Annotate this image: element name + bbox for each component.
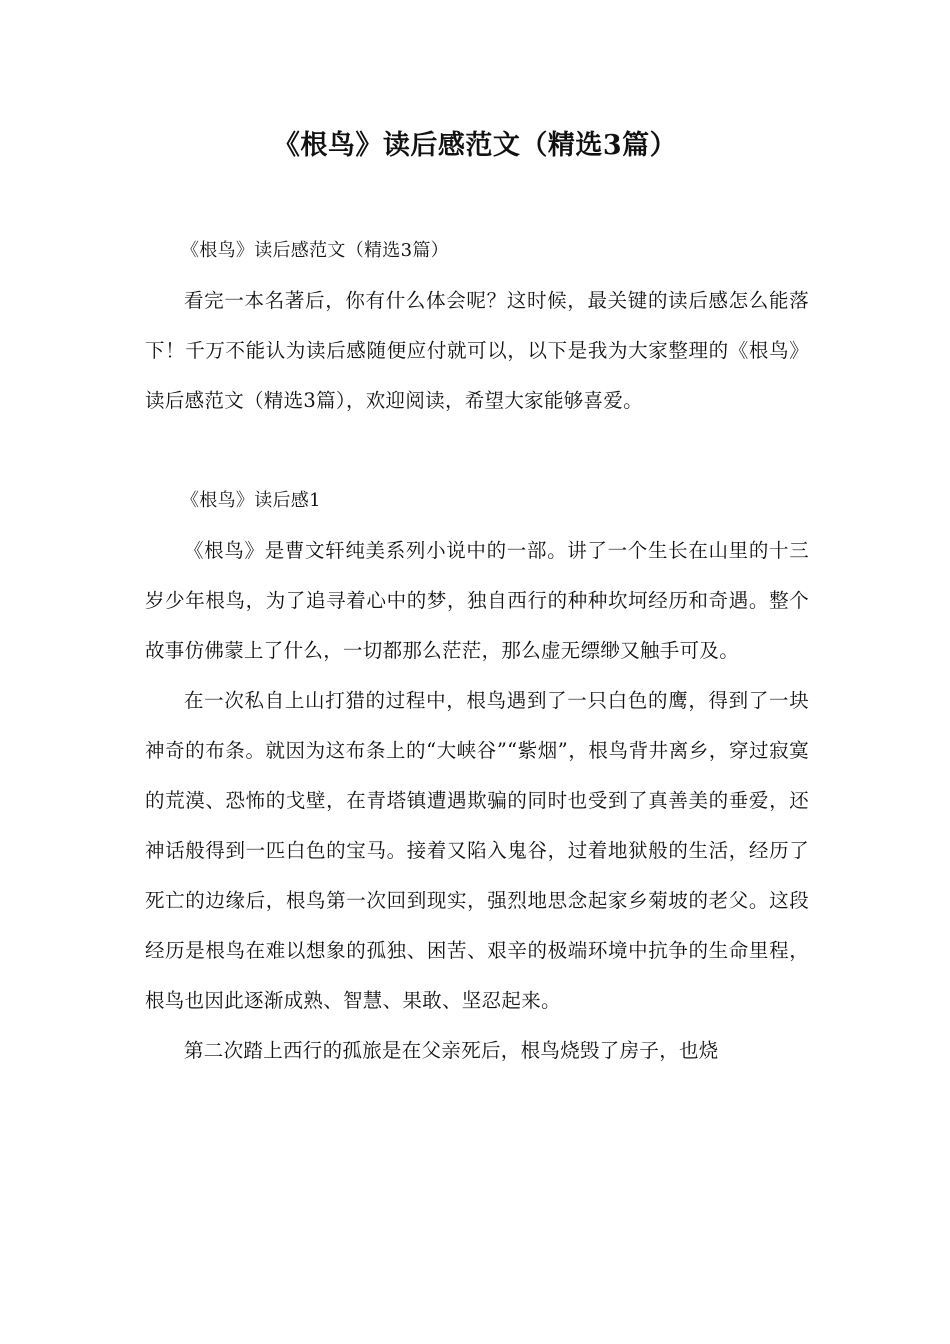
body-paragraph: 在一次私自上山打猎的过程中，根鸟遇到了一只白色的鹰，得到了一块神奇的布条。就因为这布条上的“大峡谷”“紫烟”，根鸟背井离乡，穿过寂寞的荒漠、恐怖的戈壁，在青塔镇遭遇欺骗的同时也受到了真善美的垂爱，还神话般得到一匹白色的宝马。接着又陷入鬼谷，过着地狱般的生活，经历了死亡的边缘后，根鸟第一次回到现实，强烈地思念起家乡菊坡的老父。这段经历是根鸟在难以想象的孤独、困苦、艰辛的极端环境中抗争的生命里程，根鸟也因此逐渐成熟、智慧、果敢、坚忍起来。 [145, 689, 809, 1012]
subtitle-paragraph: 《根鸟》读后感范文（精选3篇） [181, 240, 449, 261]
intro-paragraph: 看完一本名著后，你有什么体会呢？这时候，最关键的读后感怎么能落下！千万不能认为读后感随便应付就可以，以下是我为大家整理的《根鸟》读后感范文（精选3篇），欢迎阅读，希望大家能够喜爱。 [145, 289, 809, 412]
body-paragraph: 第二次踏上西行的孤旅是在父亲死后，根鸟烧毁了房子，也烧 [184, 1039, 719, 1062]
section-heading: 《根鸟》读后感1 [181, 490, 321, 511]
paragraph-gap [145, 426, 809, 476]
document-title: 《根鸟》读后感范文（精选3篇） [272, 130, 678, 161]
body-paragraph: 《根鸟》是曹文轩纯美系列小说中的一部。讲了一个生长在山里的十三岁少年根鸟，为了追寻着心中的梦，独自西行的种种坎坷经历和奇遇。整个故事仿佛蒙上了什么，一切都那么茫茫，那么虚无缥缈又触手可及。 [145, 539, 809, 662]
document-body [145, 226, 809, 1076]
